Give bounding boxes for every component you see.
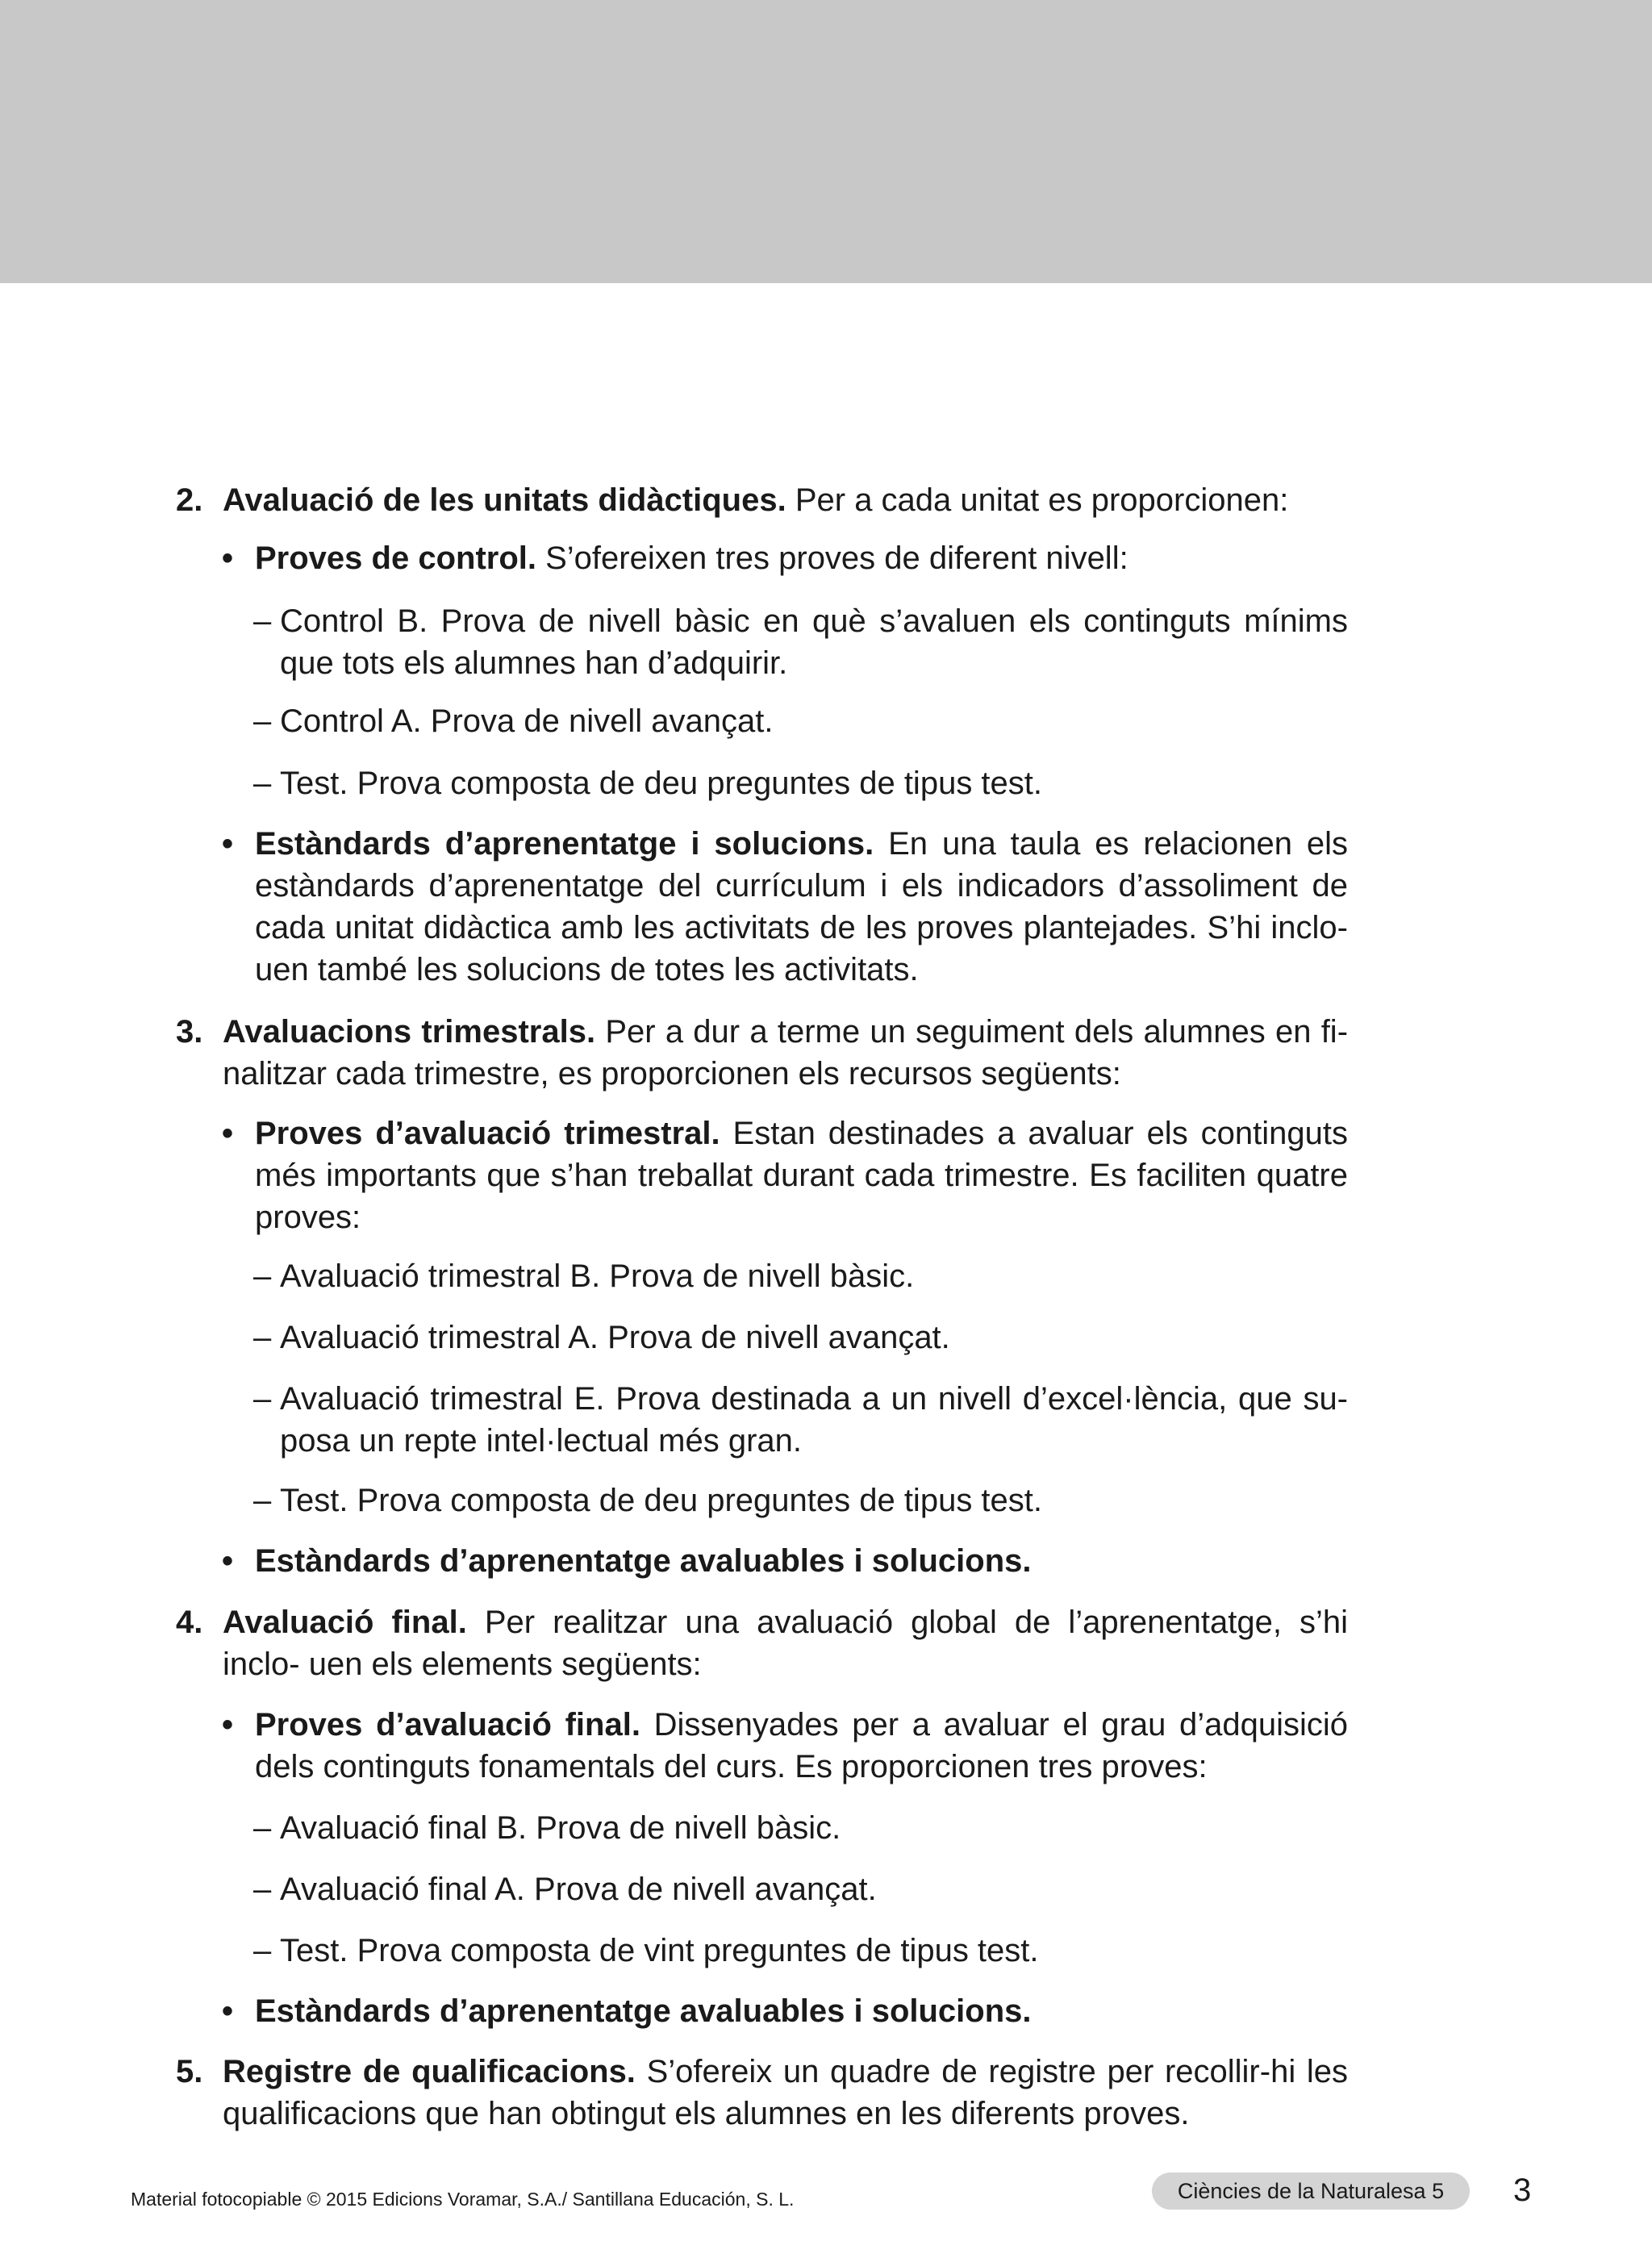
bullet-text: S’ofereixen tres proves de diferent nivell: xyxy=(536,541,1128,576)
dash-marker: – xyxy=(253,1872,272,1907)
dash-title: Test. xyxy=(280,1483,348,1518)
bullet-text: En una taula es relacionen els estàndards d’aprenentatge del currículum i els indicadors d’assoliment de cada unitat didàctica amb les activitats de les proves plantejades. S’hi inclo- uen també les solucions de totes les activitats. xyxy=(255,826,1348,987)
dash-text: Prova de nivell avançat. xyxy=(598,1320,950,1355)
bullet-text: Dissenyades per a avaluar el grau d’adquisició dels continguts fonamentals del curs. Es proporcionen tres proves: xyxy=(255,1707,1349,1784)
bullet-marker: • xyxy=(222,1707,234,1743)
dash-title: Control B. xyxy=(280,603,428,639)
section-title: Registre de qualificacions. xyxy=(223,2054,636,2089)
subject-badge: Ciències de la Naturalesa 5 xyxy=(1152,2172,1470,2210)
section-title: Avaluacions trimestrals. xyxy=(223,1014,596,1050)
dash-text: Prova de nivell bàsic. xyxy=(600,1258,915,1294)
bullet-text: Estan destinades a avaluar els continguts més importants que s’han treballat durant cada trimestre. Es faciliten quatre proves: xyxy=(255,1116,1348,1235)
dash-marker: – xyxy=(253,1933,272,1968)
bullet-title: Proves d’avaluació trimestral. xyxy=(255,1116,720,1151)
section-number: 4. xyxy=(176,1605,203,1640)
section-text: Per a dur a terme un seguiment dels alumnes en fi- nalitzar cada trimestre, es proporcionen els recursos següents: xyxy=(223,1014,1349,1091)
section-number: 2. xyxy=(176,482,203,518)
section-title: Avaluació de les unitats didàctiques. xyxy=(223,482,786,518)
dash-marker: – xyxy=(253,766,272,801)
section-number: 5. xyxy=(176,2054,203,2089)
section-text: Per a cada unitat es proporcionen: xyxy=(786,482,1289,518)
section-number: 3. xyxy=(176,1014,203,1050)
dash-marker: – xyxy=(253,1483,272,1518)
bullet-marker: • xyxy=(222,1543,234,1579)
page-number: 3 xyxy=(1513,2172,1532,2208)
dash-text: Prova composta de deu preguntes de tipus test. xyxy=(348,1483,1043,1518)
dash-title: Avaluació trimestral E. xyxy=(280,1381,605,1417)
bullet-marker: • xyxy=(222,541,234,576)
dash-text: Prova de nivell bàsic. xyxy=(527,1810,841,1846)
bullet-title: Proves d’avaluació final. xyxy=(255,1707,640,1743)
footer-copyright: Material fotocopiable © 2015 Edicions Voramar, S.A./ Santillana Educación, S. L. xyxy=(131,2189,795,2210)
dash-title: Avaluació final A. xyxy=(280,1872,525,1907)
section-title: Avaluació final. xyxy=(223,1605,467,1640)
bullet-title: Estàndards d’aprenentatge avaluables i solucions. xyxy=(255,1543,1032,1579)
bullet-marker: • xyxy=(222,826,234,862)
bullet-title: Proves de control. xyxy=(255,541,536,576)
dash-title: Avaluació trimestral A. xyxy=(280,1320,599,1355)
dash-marker: – xyxy=(253,603,272,639)
dash-text: Prova composta de deu preguntes de tipus test. xyxy=(348,766,1043,801)
dash-text: Prova composta de vint preguntes de tipus test. xyxy=(348,1933,1039,1968)
dash-text: Prova destinada a un nivell d’excel·lència, que su- posa un repte intel·lectual més gran. xyxy=(280,1381,1349,1459)
bullet-title: Estàndards d’aprenentatge i solucions. xyxy=(255,826,874,862)
dash-text: Prova de nivell avançat. xyxy=(524,1872,877,1907)
dash-title: Test. xyxy=(280,766,348,801)
dash-marker: – xyxy=(253,703,272,739)
dash-marker: – xyxy=(253,1320,272,1355)
bullet-marker: • xyxy=(222,1116,234,1151)
section-text: S’ofereix un quadre de registre per recollir-hi les qualificacions que han obtingut els alumnes en les diferents proves. xyxy=(223,2054,1348,2131)
dash-title: Control A. xyxy=(280,703,422,739)
bullet-marker: • xyxy=(222,1993,234,2029)
dash-title: Avaluació trimestral B. xyxy=(280,1258,601,1294)
header-band xyxy=(0,0,1652,283)
dash-marker: – xyxy=(253,1381,272,1417)
dash-marker: – xyxy=(253,1258,272,1294)
dash-marker: – xyxy=(253,1810,272,1846)
dash-title: Test. xyxy=(280,1933,348,1968)
dash-text: Prova de nivell avançat. xyxy=(421,703,774,739)
dash-title: Avaluació final B. xyxy=(280,1810,528,1846)
section-text: Per realitzar una avaluació global de l’aprenentatge, s’hi inclo- uen els elements següents: xyxy=(223,1605,1349,1682)
bullet-title: Estàndards d’aprenentatge avaluables i solucions. xyxy=(255,1993,1032,2029)
dash-text: Prova de nivell bàsic en què s’avaluen els continguts mínims que tots els alumnes han d’adquirir. xyxy=(280,603,1349,681)
